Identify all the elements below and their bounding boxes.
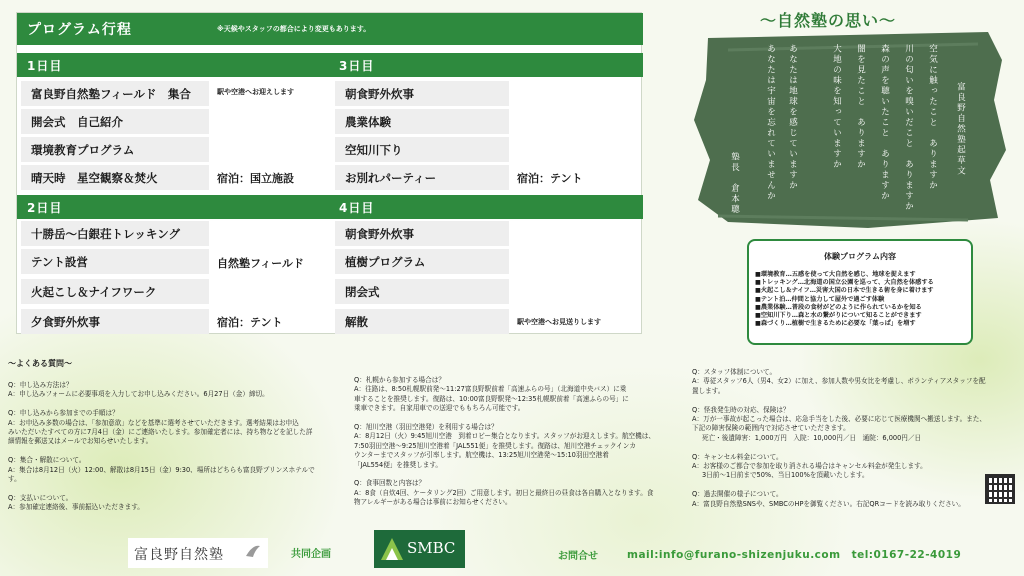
day-label-2: 2日目 — [27, 201, 63, 215]
day1-item: 環境教育プログラム — [21, 137, 209, 162]
vision-heading: 富良野自然塾起草文 — [955, 82, 966, 177]
vision-signature: 塾長 倉本聰 — [729, 152, 740, 215]
faq-column-3 — [692, 368, 1022, 518]
day2-item: 火起こし＆ナイフワーク — [21, 279, 209, 304]
faq-question: Q：食事回数と内容は？ — [354, 479, 426, 488]
faq-question: Q：申し込み方法は？ — [8, 381, 73, 389]
faq-item — [354, 479, 684, 507]
program-item: ■空知川下り…森と水の繋がりについて知ることができます — [755, 312, 922, 320]
day-bar-bottom — [17, 195, 643, 219]
faq-answer: A：お客様のご都合で参加を取り消される場合はキャンセル料金が発生します。 — [692, 462, 927, 471]
faq-answer: 置します。 — [692, 386, 725, 395]
day-label-4: 4日目 — [339, 201, 375, 215]
faq-answer: 3日前〜1日前まで50%、当日100%を頂戴いたします。 — [702, 471, 869, 480]
day3-item: 農業体験 — [335, 109, 509, 134]
vision-line: 森の声を聴いたこと ありますか — [879, 44, 890, 202]
faq-answer: 7:50羽田空港〜9:25旭川空港着「JAL551便」を推奨します。復路は、旭川空港チェックインカ — [354, 441, 636, 450]
vision-board — [688, 30, 1008, 230]
faq-question: Q：旭川空港（羽田空港発）を利用する場合は？ — [354, 423, 498, 432]
cosponsor-label: 共同企画 — [291, 549, 331, 560]
day2-item: 夕食野外炊事 — [21, 309, 209, 334]
day1-item: 晴天時 星空観察＆焚火 — [21, 165, 209, 190]
day3-item: お別れパーティー — [335, 165, 509, 190]
day-bar-top — [17, 53, 643, 77]
day1-note-lodging: 宿泊：国立施設 — [217, 172, 294, 185]
faq-question: Q：キャンセル料金について。 — [692, 452, 783, 461]
furano-logo-text: 富良野自然塾 — [134, 547, 224, 563]
faq-answer: A：参加確定連絡後、事前振込いただきます。 — [8, 503, 144, 512]
program-list — [755, 271, 934, 328]
faq-answer: 細情報を郵送又はメールでお知らせいたします。 — [8, 437, 153, 446]
faq-item — [8, 381, 348, 400]
day1-item: 開会式 自己紹介 — [21, 109, 209, 134]
faq-question: Q：スタッフ体制について。 — [692, 368, 777, 376]
faq-question: Q：申し込みから参加までの手順は？ — [8, 409, 119, 418]
vision-line: あなたは地球を感じていますか — [787, 44, 798, 191]
faq-item — [8, 409, 348, 447]
smbc-logo-text: SMBC — [407, 539, 456, 557]
faq-heading: 〜よくある質問〜 — [8, 359, 72, 368]
program-item: ■環境教育…五感を使って大自然を感じ、地球を捉えます — [755, 271, 916, 278]
faq-answer: A：お申込み多数の場合は、「参加意欲」などを基準に選考させていただきます。選考結果はお申込 — [8, 418, 299, 427]
day-label-3: 3日目 — [339, 59, 375, 73]
day4-item: 朝食野外炊事 — [335, 221, 509, 246]
vision-line: 川の匂いを嗅いだこと ありますか — [903, 44, 914, 212]
faq-item — [8, 456, 348, 484]
day2-item: テント設営 — [21, 249, 209, 274]
faq-answer: A：集合は8月12日（火）12:00、解散は8月15日（金）9:30、場所はどちらも富良野プリンスホテルで — [8, 465, 315, 474]
schedule-title: プログラム行程 — [27, 22, 132, 38]
faq-question: Q：集合・解散について。 — [8, 456, 86, 465]
day-label-1: 1日目 — [27, 59, 63, 73]
schedule-panel — [16, 12, 642, 334]
contact-info[interactable]: mail:info@furano-shizenjuku.com tel:0167-22-4019 — [627, 549, 962, 561]
vision-line: 空気に触ったこと ありますか — [927, 44, 938, 191]
day3-item: 空知川下り — [335, 137, 509, 162]
qr-code[interactable] — [985, 474, 1015, 504]
smbc-mark-icon — [379, 536, 405, 562]
smbc-logo — [374, 530, 465, 568]
faq-item — [692, 490, 1022, 509]
program-item: ■テント泊…仲間と協力して屋外で過ごす体験 — [755, 295, 885, 303]
day4-item: 植樹プログラム — [335, 249, 509, 274]
day4-item: 閉会式 — [335, 279, 509, 304]
day3-note-lodging: 宿泊：テント — [517, 172, 583, 185]
program-box-title: 体験プログラム内容 — [824, 252, 896, 261]
faq-answer: ウンターまでスタッフが引率します。航空機は、13:25旭川空港発〜15:10羽田空港着 — [354, 451, 609, 460]
day2-note-lodging: 宿泊：テント — [217, 316, 283, 329]
day3-item: 朝食野外炊事 — [335, 81, 509, 106]
faq-item — [692, 368, 1022, 396]
faq-answer: 物アレルギーがある場合は事前にお知らせください。 — [354, 498, 512, 507]
faq-answer: 死亡・後遺障害：1,000万円 入院：10,000円／日 通院：6,000円／日 — [702, 433, 922, 442]
faq-question: Q：怪我発生時の対応、保険は？ — [692, 405, 790, 414]
faq-answer: A：申し込みフォームに必要事項を入力してお申し込みください。6月27日（金）締切。 — [8, 390, 269, 399]
program-item: ■森づくり…植樹で生きるために必要な「葉っぱ」を増す — [755, 320, 916, 328]
faq-answer: す。 — [8, 475, 21, 484]
program-item: ■火起こし＆ナイフ…災害大国の日本で生きる術を身に着けます — [755, 287, 934, 295]
crane-icon — [244, 542, 262, 560]
day2-note-field: 自然塾フィールド — [217, 257, 304, 270]
schedule-note: ※天候やスタッフの都合により変更もあります。 — [217, 25, 371, 33]
vision-line: 大地の味を知っていますか — [831, 44, 842, 170]
faq-column-2 — [354, 376, 684, 517]
faq-question: Q：過去開催の様子について。 — [692, 490, 783, 499]
faq-answer: A：富良野自然塾SNSや、SMBCのHPを御覧ください。右記QRコードを読み取りください。 — [692, 499, 965, 508]
faq-item — [8, 494, 348, 513]
faq-answer: 「JAL554便」を推奨します。 — [354, 460, 443, 469]
faq-answer: A：万が一事故が起こった場合は、応急手当をした後、必要に応じて医療機関へ搬送します。また、 — [692, 415, 986, 424]
faq-answer: 乗車できます。自家用車での送迎でももちろん可能です。 — [354, 404, 525, 413]
vision-line: あなたは宇宙を忘れていませんか — [765, 44, 776, 202]
faq-answer: みいただいたすべての方に7月4日（金）にご連絡いたします。参加確定者には、持ち物などを記した詳 — [8, 428, 313, 437]
faq-question: Q：札幌から参加する場合は？ — [354, 376, 445, 384]
faq-answer: A：8食（自炊4回、ケータリング2回）ご用意します。初日と最終日の昼食は各自購入となります。食 — [354, 488, 654, 497]
vision-title: 〜自然塾の思い〜 — [760, 11, 897, 30]
faq-item — [354, 423, 684, 470]
faq-item — [692, 406, 1022, 444]
faq-answer: 下記の障害保険の範囲内で対応させていただきます。 — [692, 424, 850, 433]
faq-answer: A：往路は、8:50札幌駅前発〜11:27富良野駅前着「高速ふらの号」（北海道中央バス）に乗 — [354, 385, 627, 394]
day1-note-pickup: 駅や空港へお迎えします — [217, 88, 294, 96]
program-item: ■トレッキング…北海道の国立公園を巡って、大自然を体感する — [755, 279, 934, 287]
program-box — [747, 239, 973, 345]
faq-item — [354, 376, 684, 414]
day2-item: 十勝岳〜白銀荘トレッキング — [21, 221, 209, 246]
vision-line: 闇を見たこと ありますか — [855, 44, 866, 170]
faq-item — [692, 453, 1022, 481]
contact-label: お問合せ — [558, 551, 598, 562]
day4-item: 解散 — [335, 309, 509, 334]
faq-column-1 — [8, 381, 348, 522]
day1-item: 富良野自然塾フィールド 集合 — [21, 81, 209, 106]
faq-answer: A：専従スタッフ6人（男4、女2）に加え、参加人数や男女比を考慮し、ボランティアスタッフを配 — [692, 377, 986, 386]
faq-question: Q：支払いについて。 — [8, 493, 73, 502]
furano-logo — [128, 538, 268, 568]
faq-answer: 車することを推奨します。復路は、10:00富良野駅発〜12:35札幌駅前着「高速ふらの号」に — [354, 394, 629, 403]
day4-note-dropoff: 駅や空港へお見送りします — [517, 318, 601, 326]
schedule-header — [17, 13, 643, 45]
program-item: ■農業体験…普段の食材がどのように作られているかを知る — [755, 303, 922, 311]
faq-answer: A：8月12日（火）9:45旭川空港 到着ロビー集合となります。スタッフがお迎えします。航空機は、 — [354, 432, 655, 441]
